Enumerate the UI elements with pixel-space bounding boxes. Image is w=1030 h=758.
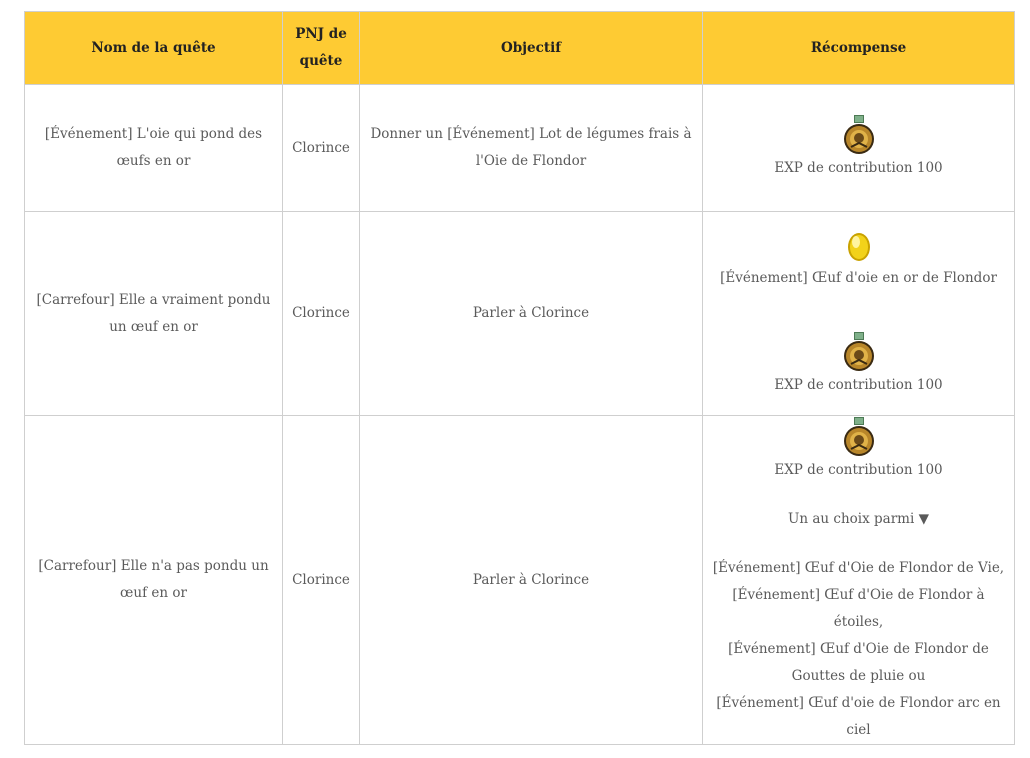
header-row [25, 12, 1015, 85]
table-row [25, 85, 1015, 212]
reward-golden-egg [706, 229, 1011, 292]
objective-cell: Parler à Clorince [360, 212, 703, 416]
reward-egg-label: [Événement] Œuf d'oie en or de Flondor [720, 269, 997, 286]
choice-item: [Événement] Œuf d'Oie de Flondor de Vie, [712, 559, 1005, 576]
table-row [25, 416, 1015, 745]
reward-exp-label: EXP de contribution 100 [774, 376, 943, 393]
objective-cell: Parler à Clorince [360, 416, 703, 745]
quest-name-cell: [Carrefour] Elle n'a pas pondu un œuf en or [25, 416, 283, 745]
medal-icon [842, 417, 876, 457]
choice-item: [Événement] Œuf d'Oie de Flondor à étoiles, [732, 586, 985, 630]
choice-item: [Événement] Œuf d'Oie de Flondor de Gouttes de pluie ou [728, 640, 989, 684]
header-objective: Objectif [360, 12, 703, 85]
npc-cell: Clorince [283, 212, 360, 416]
choice-list [706, 555, 1011, 744]
medal-icon [842, 332, 876, 372]
reward-cell [703, 416, 1015, 745]
header-npc-line1: PNJ de [295, 26, 347, 42]
reward-cell [703, 85, 1015, 212]
header-npc [283, 12, 360, 85]
reward-exp [706, 332, 1011, 399]
objective-cell: Donner un [Événement] Lot de légumes frais à l'Oie de Flondor [360, 85, 703, 212]
header-reward: Récompense [703, 12, 1015, 85]
reward-exp [706, 417, 1011, 484]
golden-egg-icon [844, 229, 874, 265]
reward-exp-label: EXP de contribution 100 [774, 461, 943, 478]
choice-label: Un au choix parmi ▼ [788, 510, 929, 527]
reward-exp [706, 115, 1011, 182]
reward-exp-label: EXP de contribution 100 [774, 159, 943, 176]
quest-name-cell: [Carrefour] Elle a vraiment pondu un œuf en or [25, 212, 283, 416]
reward-cell [703, 212, 1015, 416]
quest-name-cell: [Événement] L'oie qui pond des œufs en or [25, 85, 283, 212]
medal-icon [842, 115, 876, 155]
npc-cell: Clorince [283, 85, 360, 212]
choice-item: [Événement] Œuf d'oie de Flondor arc en ciel [716, 694, 1001, 738]
npc-cell: Clorince [283, 416, 360, 745]
header-quest-name: Nom de la quête [25, 12, 283, 85]
quest-table [24, 11, 1015, 745]
table-row [25, 212, 1015, 416]
header-npc-line2: quête [299, 53, 343, 69]
